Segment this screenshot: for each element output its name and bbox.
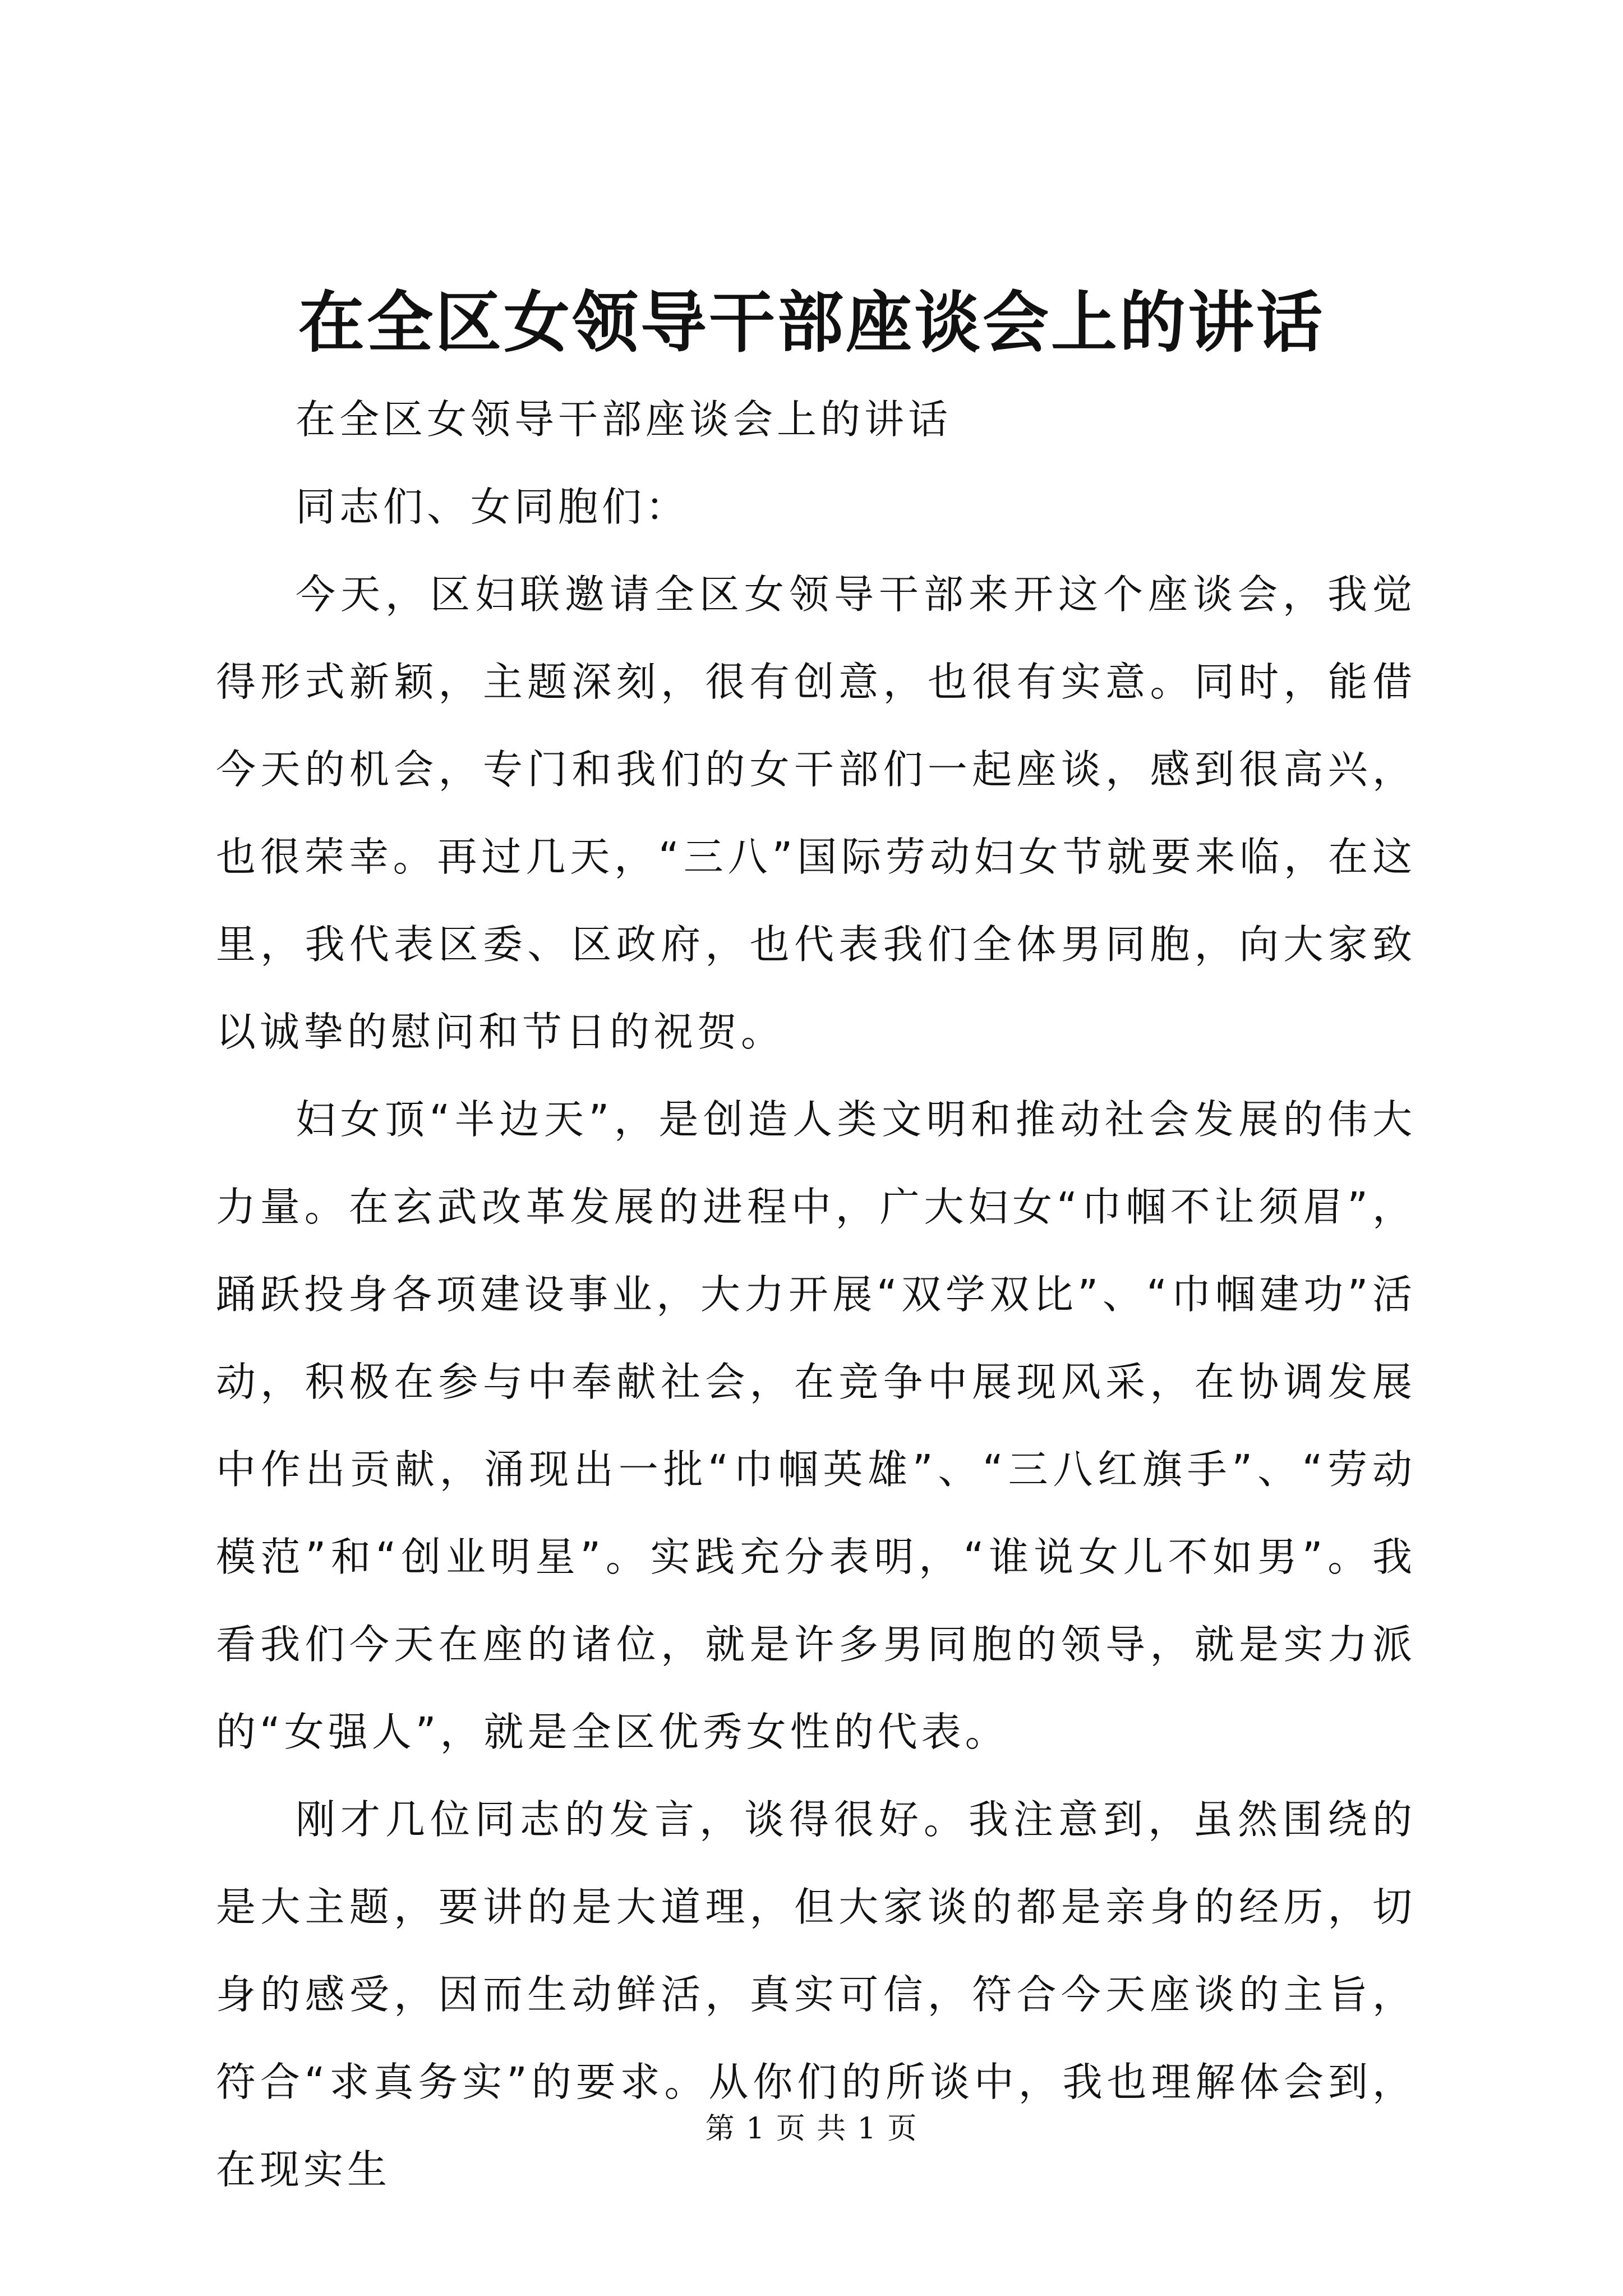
paragraph: 今天，区妇联邀请全区女领导干部来开这个座谈会，我觉得形式新颖，主题深刻，很有创意，也很有实意。同时，能借今天的机会，专门和我们的女干部们一起座谈，感到很高兴，也很荣幸。再过几天，“三八”国际劳动妇女节就要来临，在这里，我代表区委、区政府，也代表我们全体男同胞，向大家致以诚挚的慰问和节日的祝贺。 bbox=[216, 571, 1416, 1055]
page-number-footer: 第 1 页 共 1 页 bbox=[705, 2112, 918, 2146]
paragraph-salutation: 同志们、女同胞们： bbox=[296, 484, 690, 530]
paragraph: 妇女顶“半边天”，是创造人类文明和推动社会发展的伟大力量。在玄武改革发展的进程中，广大妇女“巾帼不让须眉”，踊跃投身各项建设事业，大力开展“双学双比”、“巾帼建功”活动，积极在参与中奉献社会，在竞争中展现风采，在协调发展中作出贡献，涌现出一批“巾帼英雄”、“三八红旗手”、“劳动模范”和“创业明星”。实践充分表明，“谁说女儿不如男”。我看我们今天在座的诸位，就是许多男同胞的领导，就是实力派的“女强人”，就是全区优秀女性的代表。 bbox=[216, 1096, 1416, 1755]
paragraph: 刚才几位同志的发言，谈得很好。我注意到，虽然围绕的是大主题，要讲的是大道理，但大家谈的都是亲身的经历，切身的感受，因而生动鲜活，真实可信，符合今天座谈的主旨，符合“求真务实”的要求。从你们的所谈中，我也理解体会到，在现实生 bbox=[216, 1796, 1416, 2193]
paragraph-subtitle: 在全区女领导干部座谈会上的讲话 bbox=[296, 396, 952, 443]
document-title: 在全区女领导干部座谈会上的讲话 bbox=[298, 283, 1325, 361]
document-body bbox=[216, 376, 1416, 2214]
